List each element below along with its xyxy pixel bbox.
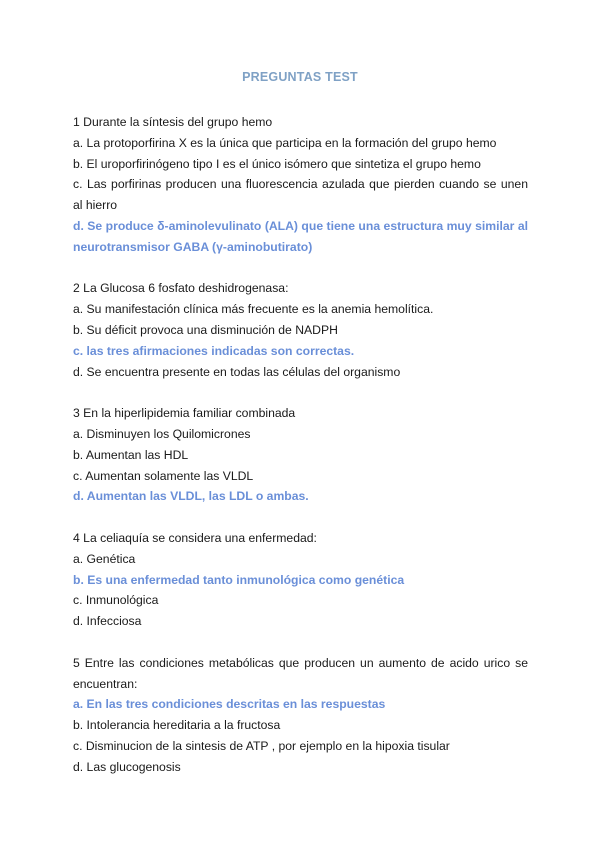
answer-option: b. Su déficit provoca una disminución de NADPH <box>73 322 338 337</box>
question-1 <box>73 112 528 258</box>
question-stem: 4 La celiaquía se considera una enfermedad: <box>73 530 317 545</box>
question-stem: 2 La Glucosa 6 fosfato deshidrogenasa: <box>73 281 289 296</box>
answer-option: d. Infecciosa <box>73 614 142 629</box>
answer-option: b. Aumentan las HDL <box>73 447 189 462</box>
question-4 <box>73 528 528 632</box>
answer-option: d. Las glucogenosis <box>73 759 181 774</box>
answer-option: a. Su manifestación clínica más frecuente es la anemia hemolítica. <box>73 302 434 317</box>
answer-option: a. La protoporfirina X es la única que participa en la formación del grupo hemo <box>73 135 497 150</box>
page-title: PREGUNTAS TEST <box>242 70 358 84</box>
answer-option-correct: a. En las tres condiciones descritas en las respuestas <box>73 697 386 712</box>
answer-option: a. Disminuyen los Quilomicrones <box>73 426 251 441</box>
question-stem: 1 Durante la síntesis del grupo hemo <box>73 115 273 129</box>
answer-option: b. El uroporfirinógeno tipo I es el único isómero que sintetiza el grupo hemo <box>73 156 481 171</box>
question-2 <box>73 278 528 382</box>
answer-option: d. Se encuentra presente en todas las células del organismo <box>73 364 401 379</box>
question-3 <box>73 403 528 507</box>
question-list <box>73 112 528 798</box>
question-stem: 5 Entre las condiciones metabólicas que producen un aumento de acido urico se encuentran: <box>73 655 528 691</box>
answer-option: c. Las porfirinas producen una fluorescencia azulada que pierden cuando se unen al hierro <box>73 177 528 213</box>
answer-option-correct: d. Se produce δ-aminolevulinato (ALA) que tiene una estructura muy similar al neurotransmisor GABA (γ-aminobutirato) <box>73 218 528 254</box>
answer-option: c. Inmunológica <box>73 593 159 608</box>
answer-option: b. Intolerancia hereditaria a la fructosa <box>73 718 281 733</box>
question-5 <box>73 653 528 778</box>
answer-option-correct: c. las tres afirmaciones indicadas son correctas. <box>73 343 355 358</box>
answer-option: c. Disminucion de la sintesis de ATP , por ejemplo en la hipoxia tisular <box>73 738 450 753</box>
answer-option-correct: d. Aumentan las VLDL, las LDL o ambas. <box>73 489 309 504</box>
answer-option-correct: b. Es una enfermedad tanto inmunológica como genética <box>73 572 405 587</box>
answer-option: c. Aumentan solamente las VLDL <box>73 468 254 483</box>
answer-option: a. Genética <box>73 551 136 566</box>
question-stem: 3 En la hiperlipidemia familiar combinada <box>73 406 296 421</box>
